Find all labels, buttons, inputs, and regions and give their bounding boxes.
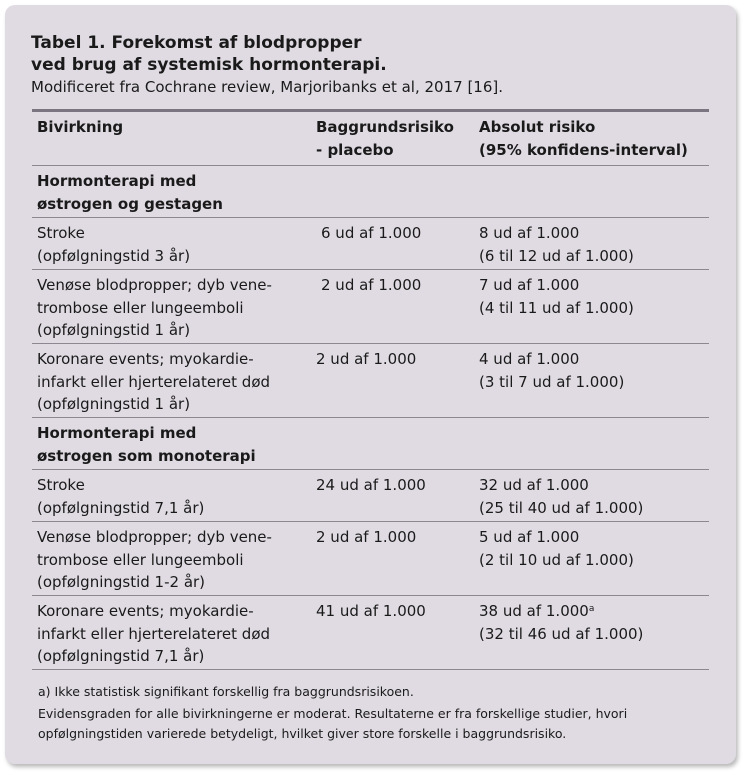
absolute-cell: 5 ud af 1.000 (2 til 10 ud af 1.000) bbox=[479, 528, 634, 569]
absolute-ci: (32 til 46 ud af 1.000) bbox=[479, 624, 644, 643]
footnote-a: a) Ikke statistisk signifikant forskellig fra baggrundsrisikoen. bbox=[38, 684, 414, 699]
header-absolute: Absolut risiko (95% konfidens-interval) bbox=[479, 118, 688, 159]
table-card bbox=[5, 5, 736, 764]
effect-cell: Venøse blodpropper; dyb vene- trombose eller lungeemboli (opfølgningstid 1-2 år) bbox=[37, 528, 272, 591]
absolute-cell bbox=[479, 600, 643, 645]
table-title: Tabel 1. Forekomst af blodpropper ved brug af systemisk hormonterapi. bbox=[31, 33, 387, 75]
effect-cell: Stroke (opfølgningstid 7,1 år) bbox=[37, 476, 205, 517]
baseline-cell: 2 ud af 1.000 bbox=[321, 276, 422, 294]
row-divider bbox=[32, 595, 709, 596]
effect-cell: Stroke (opfølgningstid 3 år) bbox=[37, 224, 191, 265]
baseline-cell: 41 ud af 1.000 bbox=[316, 602, 426, 620]
row-divider bbox=[32, 417, 709, 418]
absolute-cell: 32 ud af 1.000 (25 til 40 ud af 1.000) bbox=[479, 476, 644, 517]
row-divider bbox=[32, 165, 709, 166]
effect-cell: Venøse blodpropper; dyb vene- trombose eller lungeemboli (opfølgningstid 1 år) bbox=[37, 276, 272, 339]
row-divider bbox=[32, 343, 709, 344]
header-rule bbox=[32, 109, 709, 112]
row-divider bbox=[32, 669, 709, 670]
header-effect: Bivirkning bbox=[37, 118, 124, 136]
absolute-cell: 4 ud af 1.000 (3 til 7 ud af 1.000) bbox=[479, 350, 625, 391]
baseline-cell: 2 ud af 1.000 bbox=[316, 350, 417, 368]
effect-cell: Koronare events; myokardie- infarkt eller hjerterelateret død (opfølgningstid 1 år) bbox=[37, 350, 271, 413]
footnote-marker: a bbox=[588, 604, 595, 614]
absolute-cell: 8 ud af 1.000 (6 til 12 ud af 1.000) bbox=[479, 224, 634, 265]
group-label: Hormonterapi med østrogen og gestagen bbox=[37, 172, 223, 213]
absolute-cell: 7 ud af 1.000 (4 til 11 ud af 1.000) bbox=[479, 276, 634, 317]
absolute-value: 38 ud af 1.000 bbox=[479, 602, 589, 620]
row-divider bbox=[32, 469, 709, 470]
group-label: Hormonterapi med østrogen som monoterapi bbox=[37, 424, 256, 465]
table-subtitle: Modificeret fra Cochrane review, Marjoribanks et al, 2017 [16]. bbox=[31, 78, 504, 96]
row-divider bbox=[32, 521, 709, 522]
baseline-cell: 2 ud af 1.000 bbox=[316, 528, 417, 546]
effect-cell: Koronare events; myokardie- infarkt eller hjerterelateret død (opfølgningstid 7,1 år) bbox=[37, 602, 271, 665]
header-baseline: Baggrundsrisiko - placebo bbox=[316, 118, 454, 159]
evidence-note: Evidensgraden for alle bivirkningerne er moderat. Resultaterne er fra forskellige studier, hvori opfølgningstiden varierede betydeligt, hvilket giver store forskelle i baggrundsrisiko. bbox=[38, 706, 628, 741]
baseline-cell: 24 ud af 1.000 bbox=[316, 476, 426, 494]
baseline-cell: 6 ud af 1.000 bbox=[321, 224, 422, 242]
row-divider bbox=[32, 269, 709, 270]
row-divider bbox=[32, 217, 709, 218]
